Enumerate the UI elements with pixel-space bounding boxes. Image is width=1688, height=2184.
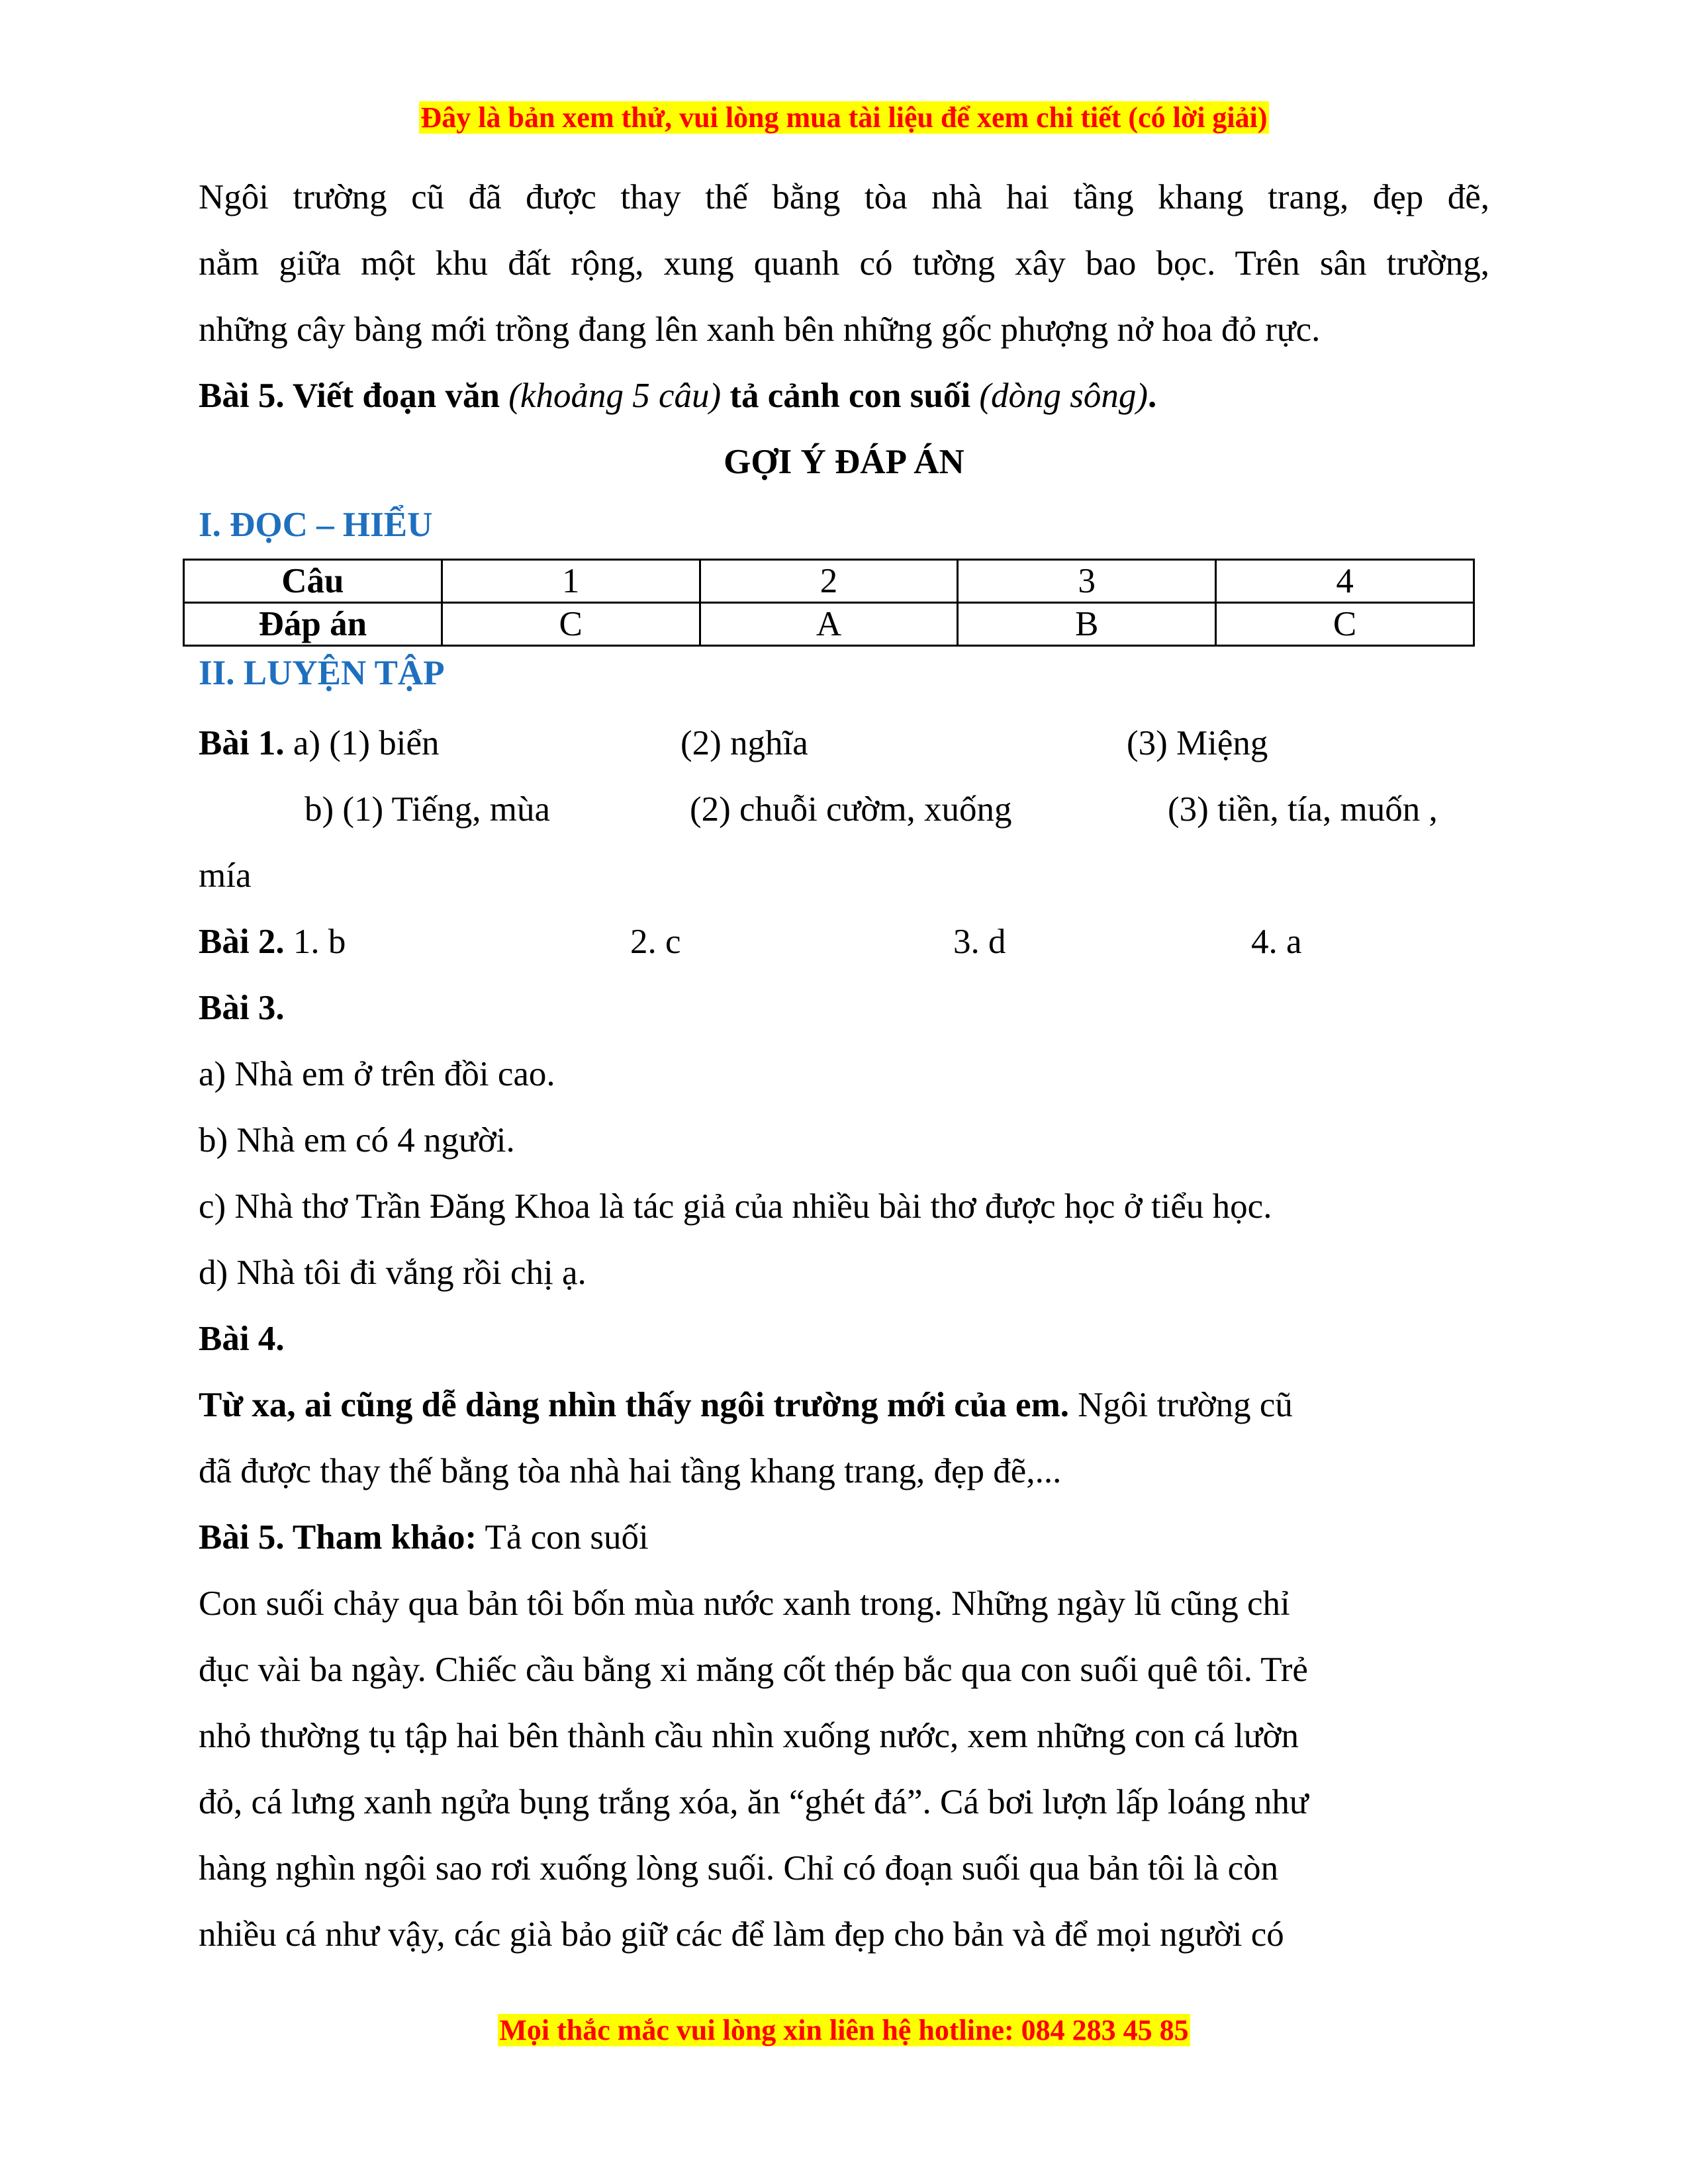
hotline-banner-text: Mọi thắc mắc vui lòng xin liên hệ hotline: 084 283 45 85	[499, 2014, 1189, 2046]
answer-item: (2) nghĩa	[680, 724, 808, 762]
bai5-task	[199, 363, 1489, 429]
answer-title: GỢI Ý ĐÁP ÁN	[724, 443, 964, 481]
intro-line: những cây bàng mới trồng đang lên xanh bên những gốc phượng nở hoa đỏ rực.	[199, 310, 1321, 349]
answer-item: 4. a	[1251, 923, 1302, 961]
reference-line: nhỏ thường tụ tập hai bên thành cầu nhìn xuống nước, xem những con cá lườn	[199, 1717, 1299, 1755]
table-header-cell: Đáp án	[184, 603, 442, 646]
table-cell: 4	[1216, 560, 1474, 603]
table-cell: C	[442, 603, 700, 646]
preview-banner	[0, 101, 1688, 134]
reference-line: đỏ, cá lưng xanh ngửa bụng trắng xóa, ăn “ghét đá”. Cá bơi lượn lấp loáng như	[199, 1783, 1309, 1821]
bai1-row-a	[199, 710, 1489, 776]
exercise-label: Bài 3.	[199, 989, 285, 1027]
answer-item: 2. c	[630, 923, 681, 961]
table-row	[184, 560, 1474, 603]
answer-item: a) (1) biển	[293, 724, 440, 762]
answer-item: (2) chuỗi cườm, xuống	[690, 790, 1012, 829]
answer-item: 3. d	[953, 923, 1006, 961]
bai5-reference-heading	[199, 1504, 1489, 1570]
bai5-task-bold: tả cảnh con suối	[721, 377, 980, 415]
section-heading-reading: I. ĐỌC – HIỂU	[199, 506, 433, 544]
reference-title: Tả con suối	[477, 1518, 649, 1557]
bai5-task-italic: (khoảng 5 câu)	[508, 377, 722, 415]
answer-item: b) (1) Tiếng, mùa	[305, 790, 550, 829]
bai4-rest: Ngôi trường cũ	[1069, 1386, 1293, 1424]
table-cell: A	[700, 603, 958, 646]
reference-line: đục vài ba ngày. Chiếc cầu bằng xi măng cốt thép bắc qua con suối quê tôi. Trẻ	[199, 1651, 1308, 1689]
answer-item: (3) tiền, tía, muốn ,	[1168, 790, 1438, 829]
exercise-label: Bài 4.	[199, 1320, 285, 1358]
hotline-banner	[0, 2013, 1688, 2047]
answer-sentence: c) Nhà thơ Trần Đăng Khoa là tác giả của nhiều bài thơ được học ở tiểu học.	[199, 1187, 1272, 1226]
answer-item: (3) Miệng	[1127, 724, 1268, 762]
bai5-task-bold: .	[1148, 377, 1157, 415]
exercise-label: Bài 1.	[199, 724, 285, 762]
bai1-row-b	[199, 776, 1489, 842]
reference-line: Con suối chảy qua bản tôi bốn mùa nước xanh trong. Những ngày lũ cũng chỉ	[199, 1584, 1290, 1623]
exercise-label: Bài 2.	[199, 923, 285, 961]
answer-sentence: b) Nhà em có 4 người.	[199, 1121, 515, 1160]
intro-line: Ngôi trường cũ đã được thay thế bằng tòa nhà hai tầng khang trang, đẹp đẽ,	[199, 178, 1489, 216]
document-body	[199, 164, 1489, 1968]
bai5-task-bold: Bài 5. Viết đoạn văn	[199, 377, 509, 415]
table-cell: 1	[442, 560, 700, 603]
table-cell: 3	[958, 560, 1216, 603]
bai4-paragraph-line: đã được thay thế bằng tòa nhà hai tầng khang trang, đẹp đẽ,...	[199, 1452, 1062, 1490]
exercise-label: Bài 5. Tham khảo:	[199, 1518, 477, 1557]
bai4-bold-sentence: Từ xa, ai cũng dễ dàng nhìn thấy ngôi trường mới của em.	[199, 1386, 1069, 1424]
bai4-paragraph-line	[199, 1372, 1489, 1438]
intro-line: nằm giữa một khu đất rộng, xung quanh có tường xây bao bọc. Trên sân trường,	[199, 244, 1489, 283]
table-cell: C	[1216, 603, 1474, 646]
preview-banner-text: Đây là bản xem thử, vui lòng mua tài liệu để xem chi tiết (có lời giải)	[420, 101, 1268, 134]
answer-item-continued: mía	[199, 856, 252, 895]
answer-sentence: d) Nhà tôi đi vắng rồi chị ạ.	[199, 1253, 586, 1292]
table-cell: 2	[700, 560, 958, 603]
table-cell: B	[958, 603, 1216, 646]
section-heading-practice: II. LUYỆN TẬP	[199, 654, 445, 692]
answer-sentence: a) Nhà em ở trên đồi cao.	[199, 1055, 555, 1093]
table-header-cell: Câu	[184, 560, 442, 603]
answer-item: 1. b	[293, 923, 346, 961]
bai5-task-italic: (dòng sông)	[979, 377, 1149, 415]
bai2-row	[199, 909, 1489, 975]
reference-line: hàng nghìn ngôi sao rơi xuống lòng suối. Chỉ có đoạn suối qua bản tôi là còn	[199, 1849, 1279, 1888]
table-row	[184, 603, 1474, 646]
answer-table	[183, 559, 1475, 647]
reference-line: nhiều cá như vậy, các già bảo giữ các để làm đẹp cho bản và để mọi người có	[199, 1915, 1284, 1954]
